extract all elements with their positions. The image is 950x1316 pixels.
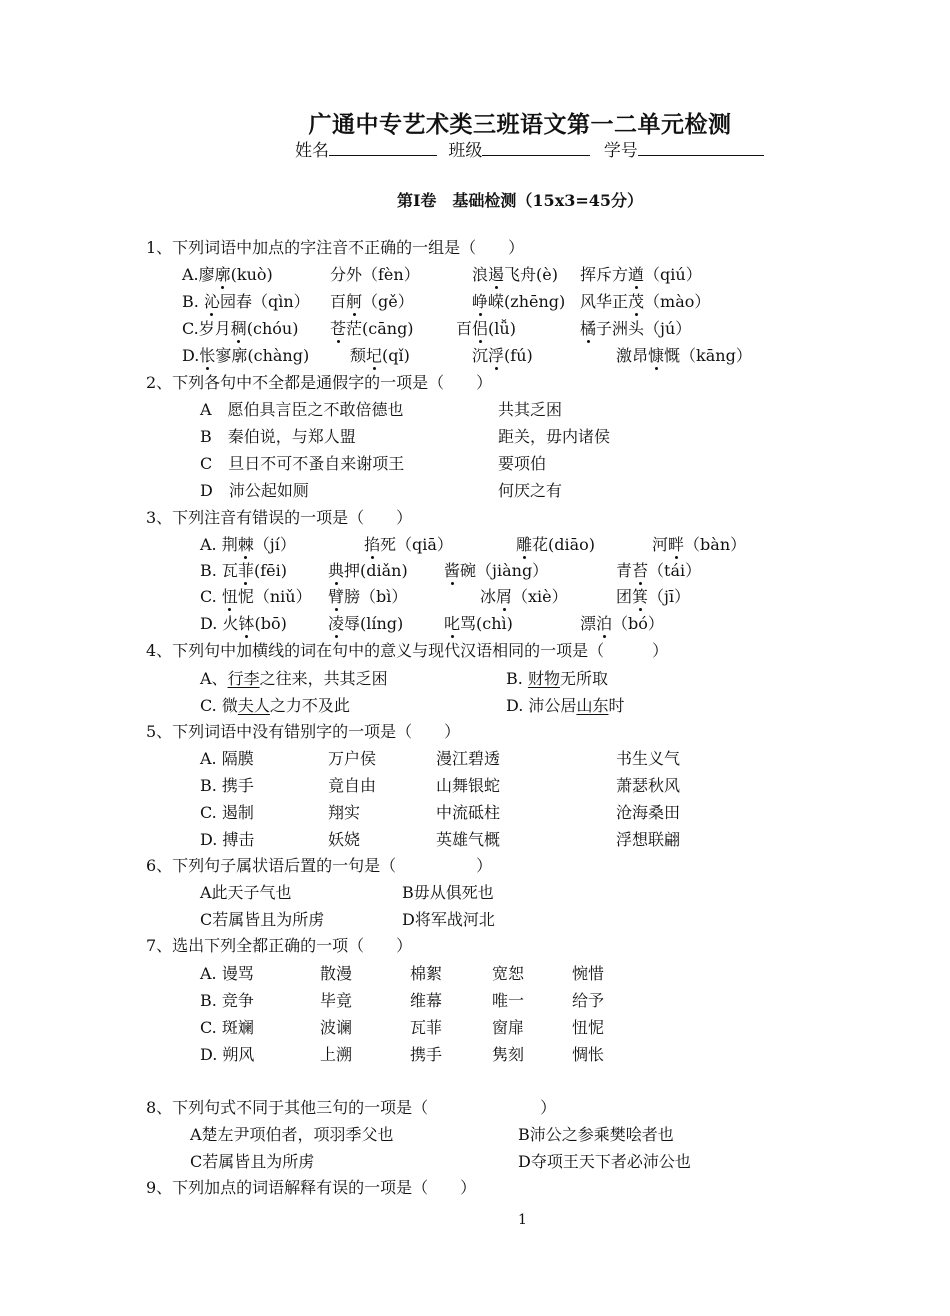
q7-a-1[interactable]: A. 谩骂 (200, 964, 254, 983)
q1-option-d-1[interactable]: D.怅寥廓(chàng) (182, 346, 310, 365)
q7-b-4: 唯一 (492, 991, 525, 1010)
q3-option-d-4: 漂泊（bó） (580, 614, 664, 633)
q1-option-b-4: 风华正茂（mào） (580, 292, 711, 311)
q8-option-a[interactable]: A楚左尹项伯者，项羽季父也 (190, 1125, 394, 1144)
q7-c-1[interactable]: C. 斑斓 (200, 1018, 254, 1037)
q7-b-3: 维幕 (410, 991, 443, 1010)
class-label: 班级 (448, 141, 483, 161)
q3-option-d-2: 凌辱(líng) (328, 614, 404, 633)
q7-d-5: 惆怅 (572, 1045, 605, 1064)
q1-option-c-4: 橘子洲头（jú） (580, 319, 692, 338)
q5-d-3: 英雄气概 (436, 830, 501, 849)
q7-a-2: 散漫 (320, 964, 353, 983)
q5-c-2: 翔实 (328, 803, 361, 822)
q5-a-1[interactable]: A. 隔膜 (200, 749, 254, 768)
section-heading: 第Ⅰ卷 基础检测（15x3=45分） (396, 191, 644, 210)
question-2-stem: 2、下列各句中不全都是通假字的一项是（ ） (146, 373, 493, 392)
q2-option-d-2: 何厌之有 (498, 481, 563, 500)
q3-option-b-2: 典押(diǎn) (328, 561, 408, 580)
q3-option-b-4: 青苔（tái） (616, 561, 702, 580)
q6-option-d[interactable]: D将军战河北 (402, 910, 495, 929)
q6-option-b[interactable]: B毋从俱死也 (402, 883, 494, 902)
question-1-stem: 1、下列词语中加点的字注音不正确的一组是（ ） (146, 238, 525, 257)
q7-d-4: 隽刻 (492, 1045, 525, 1064)
q3-option-b-3: 酱碗（jiàng） (444, 561, 549, 580)
q3-option-b-1[interactable]: B. 瓦菲(fēi) (200, 561, 287, 580)
q7-a-5: 惋惜 (572, 964, 605, 983)
q1-option-c-2: 苍茫(cāng) (330, 319, 414, 338)
page-number: 1 (518, 1212, 527, 1228)
q4-option-d[interactable]: D. 沛公居山东时 (506, 696, 625, 715)
q2-option-a-2: 共其乏困 (498, 400, 563, 419)
question-3-stem: 3、下列注音有错误的一项是（ ） (146, 508, 413, 527)
q5-b-2: 竟自由 (328, 776, 377, 795)
q5-d-2: 妖娆 (328, 830, 361, 849)
id-label: 学号 (603, 141, 638, 161)
question-6-stem: 6、下列句子属状语后置的一句是（ ） (146, 856, 493, 875)
q2-option-c[interactable]: C 旦日不可不蚤自来谢项王 (200, 454, 405, 473)
q7-a-4: 宽恕 (492, 964, 525, 983)
q1-option-a-4: 挥斥方遒（qiú） (580, 265, 702, 284)
q7-b-5: 给予 (572, 991, 605, 1010)
q7-a-3: 棉絮 (410, 964, 443, 983)
q5-d-1[interactable]: D. 搏击 (200, 830, 255, 849)
q5-a-2: 万户侯 (328, 749, 377, 768)
q3-option-a-2: 掐死（qiā） (364, 535, 453, 554)
q7-c-2: 波谰 (320, 1018, 353, 1037)
q6-option-a[interactable]: A此天子气也 (200, 883, 292, 902)
q7-c-3: 瓦菲 (410, 1018, 443, 1037)
q5-d-4: 浮想联翩 (616, 830, 681, 849)
q3-option-a-4: 河畔（bàn） (652, 535, 747, 554)
q3-option-c-1[interactable]: C. 忸怩（niǔ） (200, 587, 312, 606)
q4-option-b[interactable]: B. 财物无所取 (506, 669, 608, 688)
q8-option-d[interactable]: D夺项王天下者必沛公也 (518, 1152, 691, 1171)
q5-b-3: 山舞银蛇 (436, 776, 501, 795)
q2-option-c-2: 要项伯 (498, 454, 547, 473)
q5-c-4: 沧海桑田 (616, 803, 681, 822)
question-7-stem: 7、选出下列全都正确的一项（ ） (146, 936, 413, 955)
q2-option-b[interactable]: B 秦伯说，与郑人盟 (200, 427, 356, 446)
q7-b-2: 毕竟 (320, 991, 353, 1010)
q1-option-a-1[interactable]: A.廖廓(kuò) (182, 265, 273, 284)
q2-option-a[interactable]: A 愿伯具言臣之不敢倍德也 (200, 400, 404, 419)
q3-option-c-2: 臂膀（bì） (328, 587, 408, 606)
q3-option-a-1[interactable]: A. 荆棘（jí） (200, 535, 296, 554)
id-blank[interactable] (638, 141, 764, 156)
q1-option-a-2: 分外（fèn） (330, 265, 420, 284)
q1-option-d-4: 激昂慷慨（kāng） (616, 346, 752, 365)
q1-option-c-1[interactable]: C.岁月稠(chóu) (182, 319, 299, 338)
class-blank[interactable] (482, 141, 590, 156)
q5-b-4: 萧瑟秋风 (616, 776, 681, 795)
q7-b-1[interactable]: B. 竞争 (200, 991, 254, 1010)
student-info-line (295, 136, 764, 161)
q3-option-a-3: 雕花(diāo) (516, 535, 596, 554)
question-9-stem: 9、下列加点的词语解释有误的一项是（ ） (146, 1178, 477, 1197)
q1-option-b-1[interactable]: B. 沁园春（qìn） (182, 292, 310, 311)
q7-c-4: 窗扉 (492, 1018, 525, 1037)
q8-option-c[interactable]: C若属皆且为所虏 (190, 1152, 315, 1171)
q4-option-c[interactable]: C. 微夫人之力不及此 (200, 696, 350, 715)
question-5-stem: 5、下列词语中没有错别字的一项是（ ） (146, 722, 461, 741)
q7-d-3: 携手 (410, 1045, 443, 1064)
name-blank[interactable] (329, 141, 437, 156)
question-4-stem: 4、下列句中加横线的词在句中的意义与现代汉语相同的一项是（ ） (146, 641, 669, 660)
q5-b-1[interactable]: B. 携手 (200, 776, 254, 795)
q3-option-d-3: 叱骂(chì) (444, 614, 513, 633)
q7-c-5: 忸怩 (572, 1018, 605, 1037)
q1-option-d-2: 颓圮(qǐ) (350, 346, 410, 365)
q2-option-d[interactable]: D 沛公起如厕 (200, 481, 309, 500)
q1-option-c-3: 百侣(lǚ) (456, 319, 516, 338)
q1-option-d-3: 沉浮(fú) (472, 346, 533, 365)
q3-option-c-4: 团箕（jī） (616, 587, 691, 606)
q1-option-b-3: 峥嵘(zhēng) (472, 292, 566, 311)
name-label: 姓名 (295, 141, 329, 161)
q8-option-b[interactable]: B沛公之参乘樊哙者也 (518, 1125, 674, 1144)
q3-option-d-1[interactable]: D. 火钵(bō) (200, 614, 287, 633)
q1-option-a-3: 浪遏飞舟(è) (472, 265, 558, 284)
q2-option-b-2: 距关，毋内诸侯 (498, 427, 611, 446)
q3-option-c-3: 冰屑（xiè） (480, 587, 568, 606)
q4-option-a[interactable]: A、行李之往来，共其乏困 (200, 669, 388, 688)
q5-c-1[interactable]: C. 遏制 (200, 803, 254, 822)
q7-d-1[interactable]: D. 朔风 (200, 1045, 255, 1064)
q5-a-4: 书生义气 (616, 749, 681, 768)
q5-c-3: 中流砥柱 (436, 803, 501, 822)
q1-option-b-2: 百舸（gě） (330, 292, 414, 311)
page-title: 广通中专艺术类三班语文第一二单元检测 (308, 111, 732, 138)
q7-d-2: 上溯 (320, 1045, 353, 1064)
q5-a-3: 漫江碧透 (436, 749, 501, 768)
question-8-stem: 8、下列句式不同于其他三句的一项是（ ） (146, 1098, 557, 1117)
q6-option-c[interactable]: C若属皆且为所虏 (200, 910, 325, 929)
